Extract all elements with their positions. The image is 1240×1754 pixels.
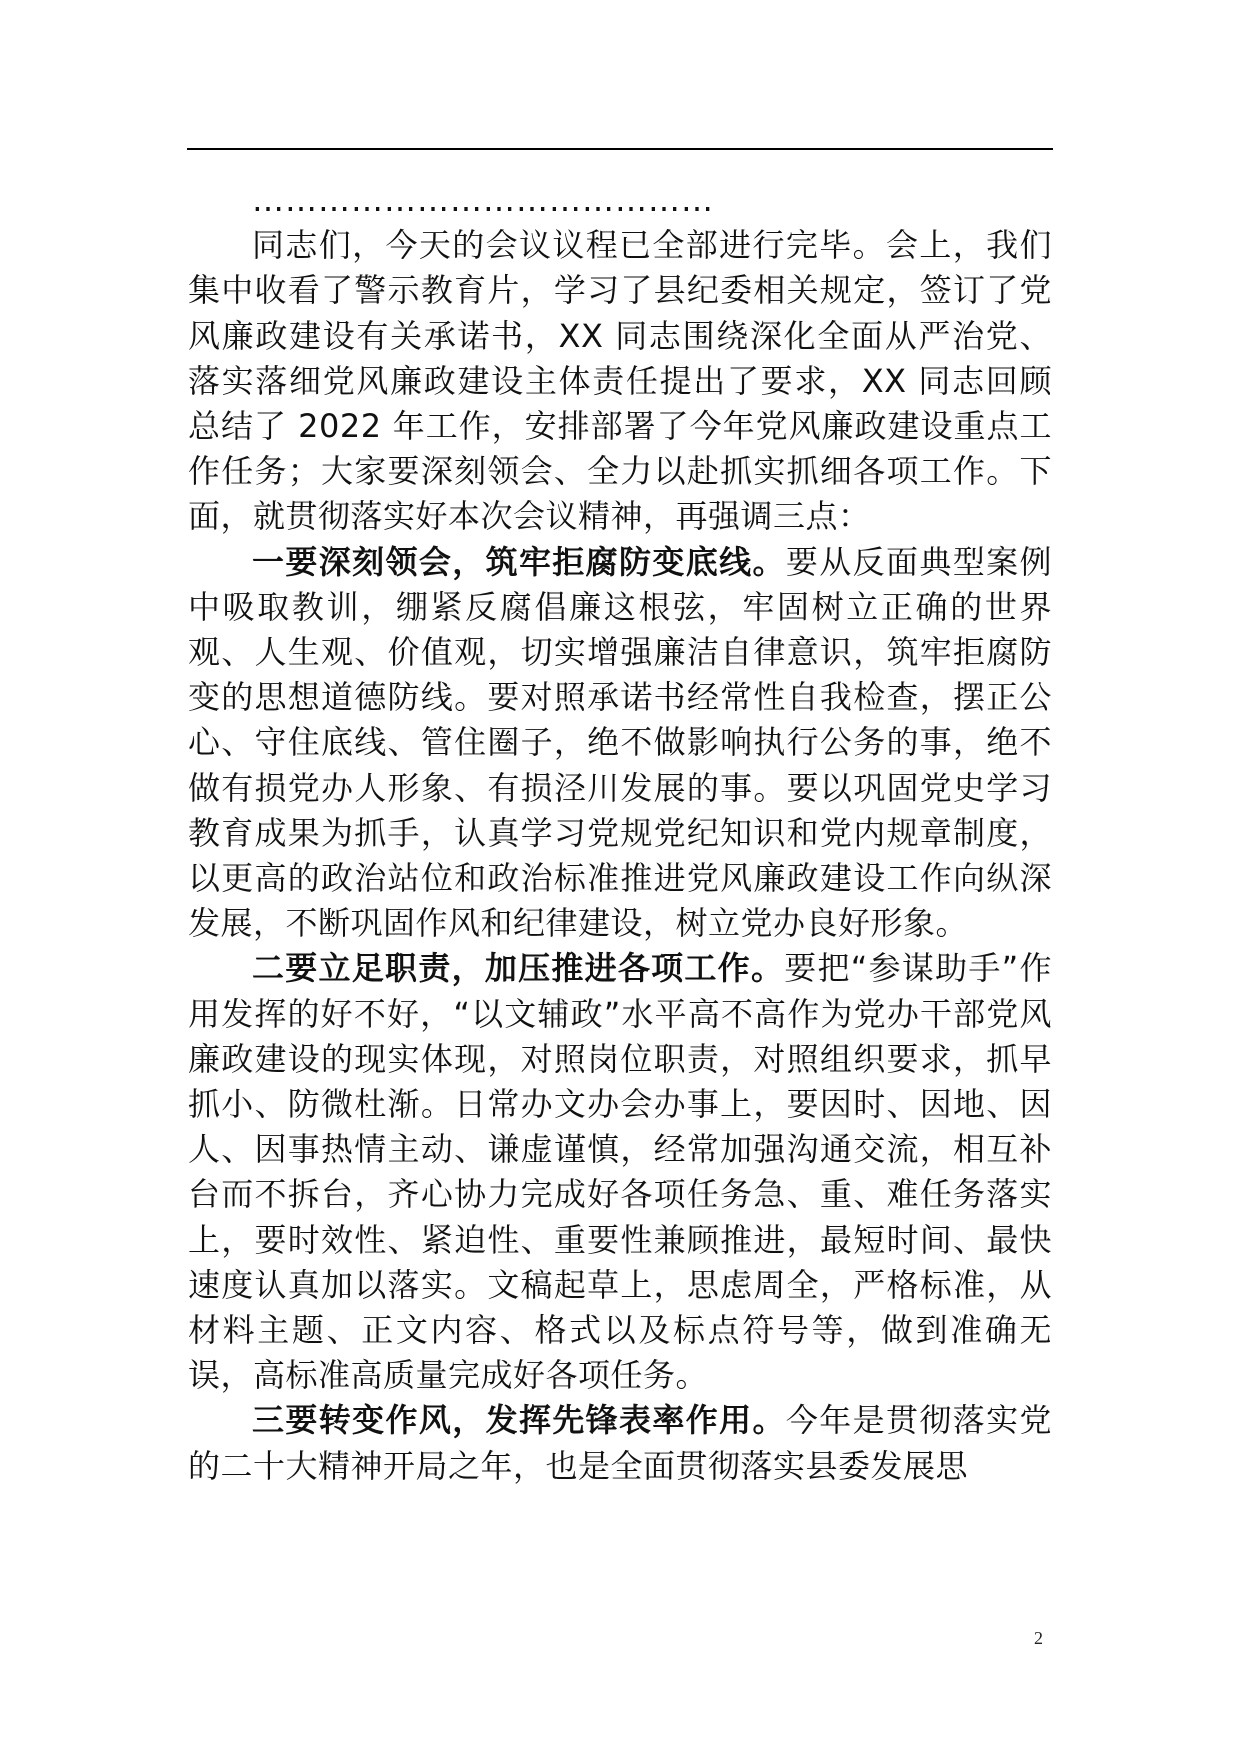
point-two-paragraph — [188, 946, 1052, 1398]
point-three-heading: 三要转变作风，发挥先锋表率作用。 — [252, 1401, 786, 1440]
point-two-body: 要把“参谋助手”作用发挥的好不好，“以文辅政”水平高不高作为党办干部党风廉政建设的现实体现，对照岗位职责，对照组织要求，抓早抓小、防微杜渐。日常办文办会办事上，要因时、因地、因人、因事热情主动、谦虚谨慎，经常加强沟通交流，相互补台而不拆台，齐心协力完成好各项任务急、重、难任务落实上，要时效性、紧迫性、重要性兼顾推进，最短时间、最快速度认真加以落实。文稿起草上，思虑周全，严格标准，从材料主题、正文内容、格式以及标点符号等，做到准确无误，高标准高质量完成好各项任务。 — [188, 949, 1052, 1395]
point-two-heading: 二要立足职责，加压推进各项工作。 — [252, 949, 785, 988]
page-number: 2 — [1034, 1628, 1043, 1648]
point-one-heading: 一要深刻领会，筑牢拒腐防变底线。 — [252, 542, 786, 581]
point-one-paragraph — [188, 540, 1052, 947]
point-three-body: 今年是贯彻落实党的二十大精神开局之年，也是全面贯彻落实县委发展思 — [188, 1401, 1052, 1485]
intro-paragraph: 同志们，今天的会议议程已全部进行完毕。会上，我们集中收看了警示教育片，学习了县纪委相关规定，签订了党风廉政建设有关承诺书，XX 同志围绕深化全面从严治党、落实落细党风廉政建设主体责任提出了要求，XX 同志回顾总结了 2022 年工作，安排部署了今年党风廉政建设重点工作任务；大家要深刻领会、全力以赴抓实抓细各项工作。下面，就贯彻落实好本次会议精神，再强调三点： — [188, 226, 1052, 536]
document-body — [188, 178, 1052, 1489]
ellipsis-line: …………………………………… — [252, 181, 714, 219]
header-rule — [187, 148, 1053, 150]
point-one-body: 要从反面典型案例中吸取教训，绷紧反腐倡廉这根弦，牢固树立正确的世界观、人生观、价值观，切实增强廉洁自律意识，筑牢拒腐防变的思想道德防线。要对照承诺书经常性自我检查，摆正公心、守住底线、管住圈子，绝不做影响执行公务的事，绝不做有损党办人形象、有损泾川发展的事。要以巩固党史学习教育成果为抓手，认真学习党规党纪知识和党内规章制度，以更高的政治站位和政治标准推进党风廉政建设工作向纵深发展，不断巩固作风和纪律建设，树立党办良好形象。 — [188, 542, 1052, 943]
point-three-paragraph — [188, 1398, 1052, 1488]
